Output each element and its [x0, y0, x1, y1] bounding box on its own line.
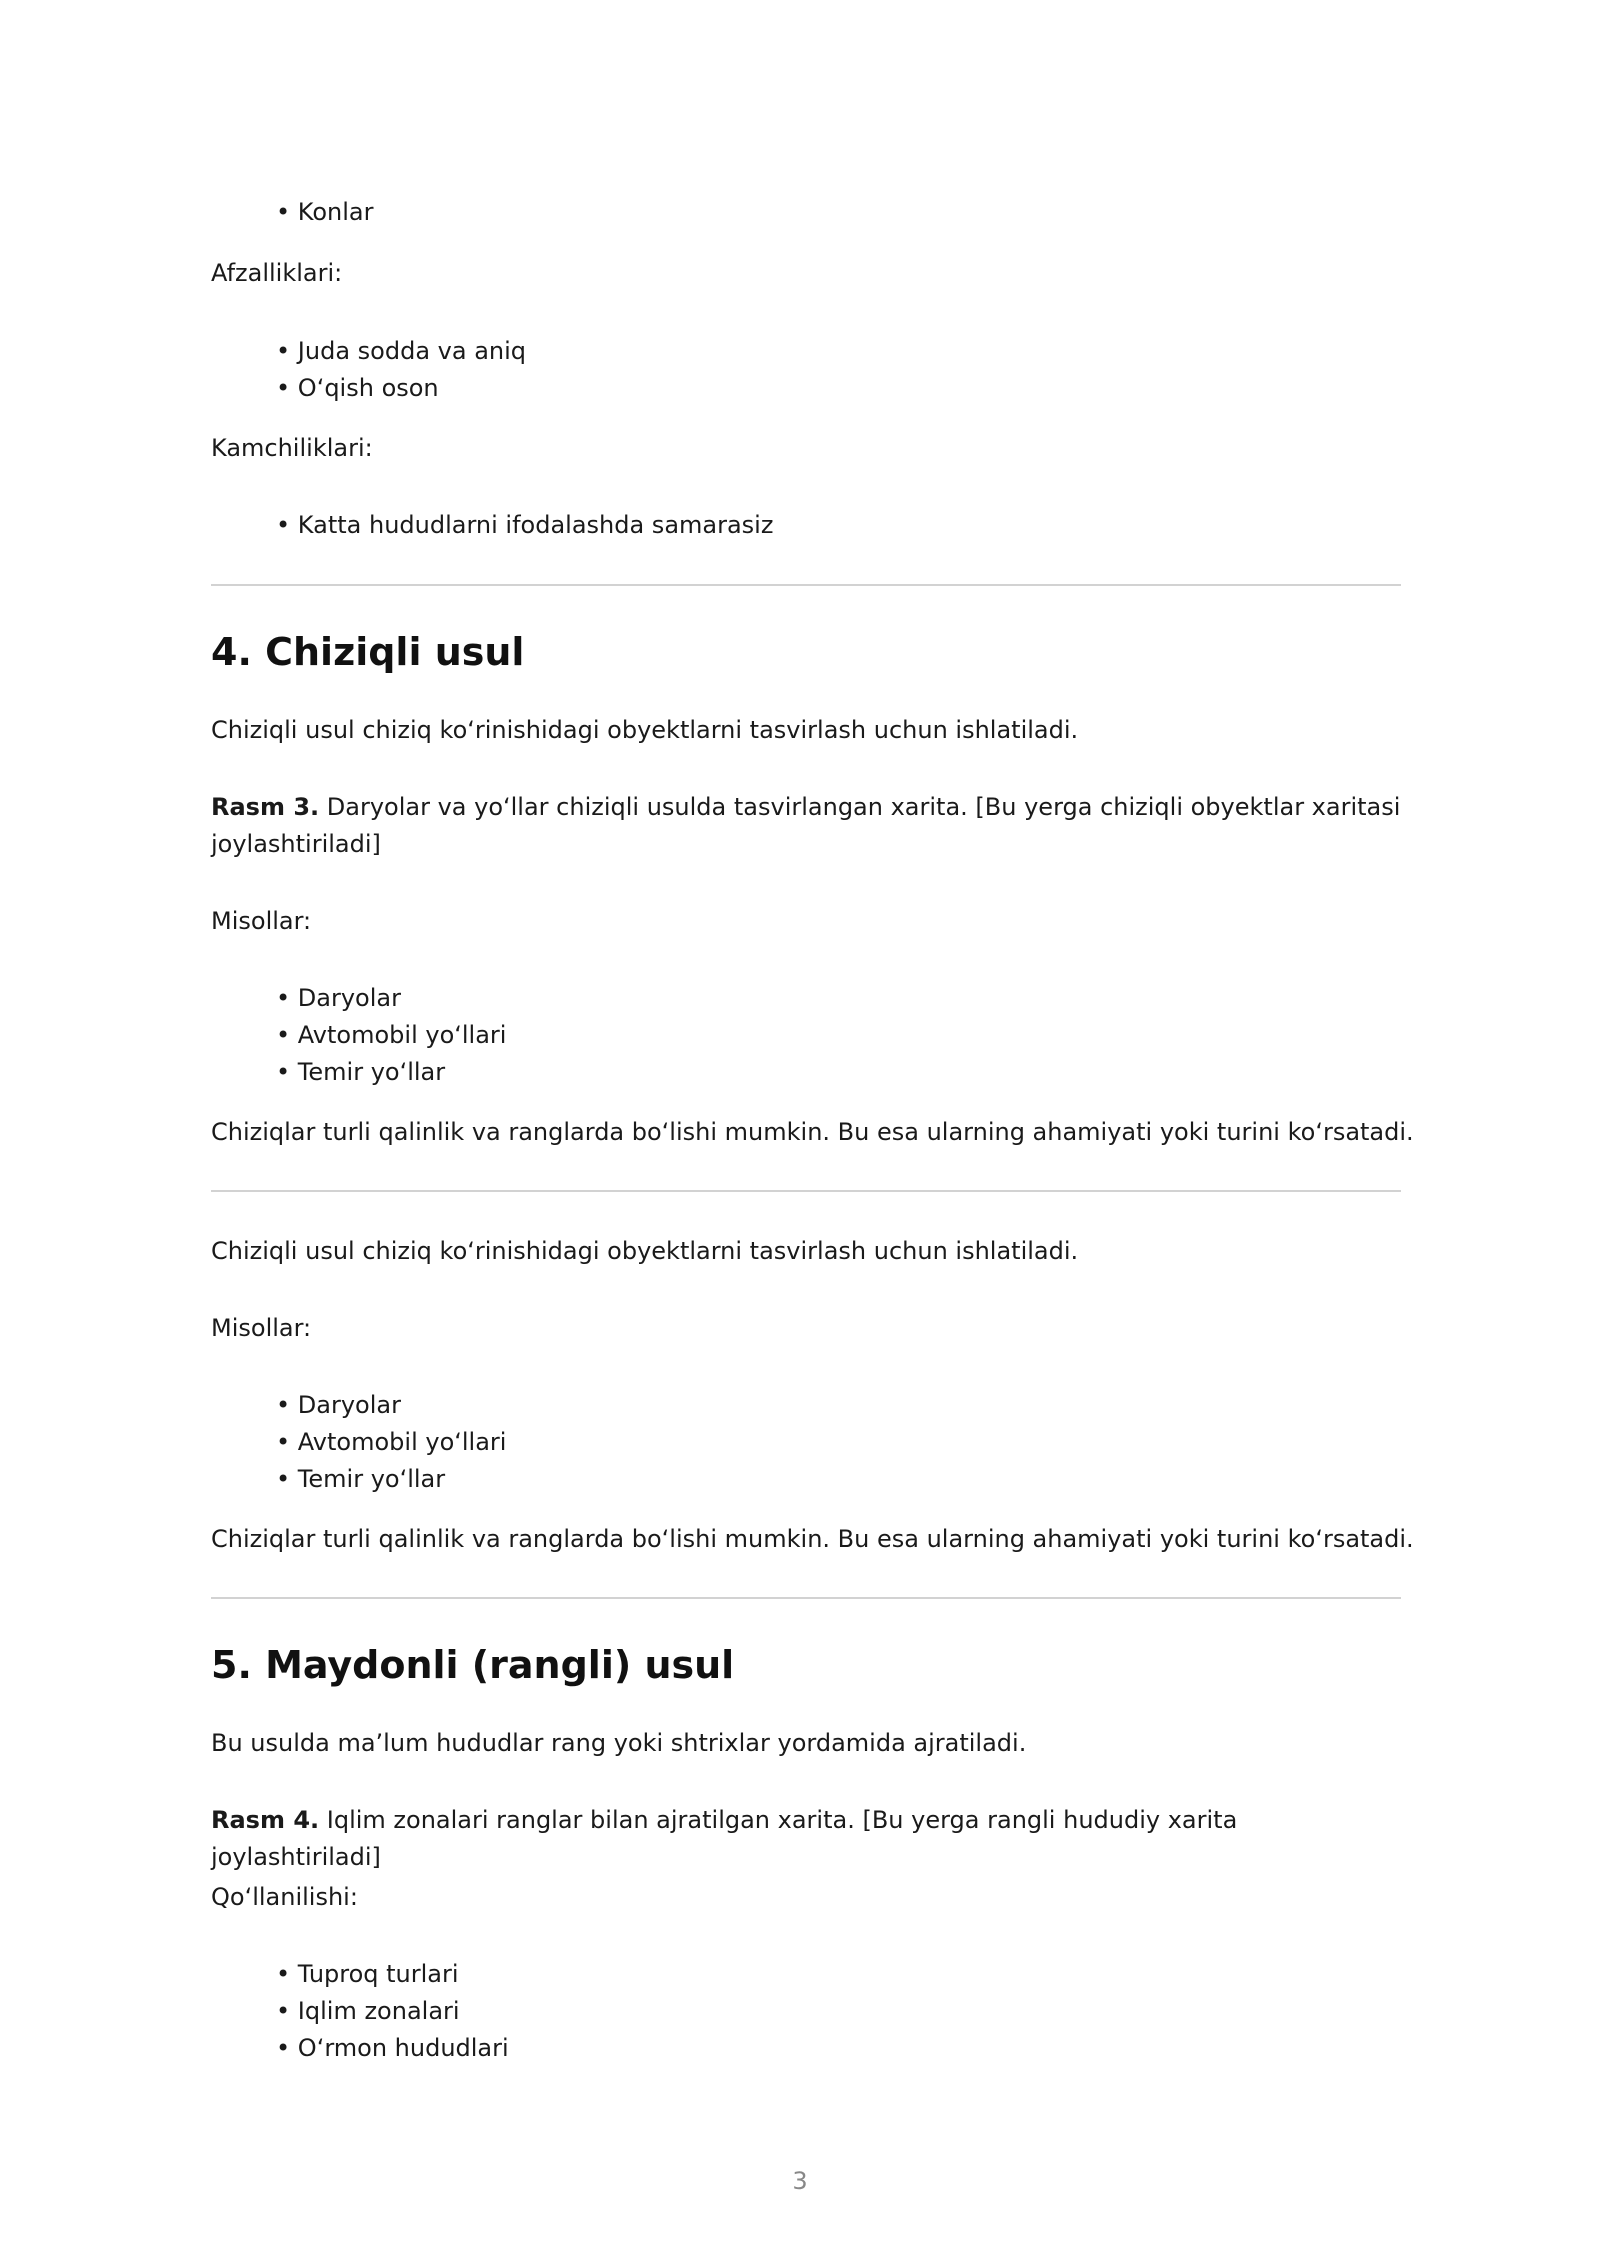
- list-item: • Konlar: [276, 198, 374, 226]
- figure-text: Iqlim zonalari ranglar bilan ajratilgan xarita. [Bu yerga rangli hududiy xarita joylashtiriladi]: [211, 1806, 1238, 1871]
- repeat-note: Chiziqlar turli qalinlik va ranglarda bo‘lishi mumkin. Bu esa ularning ahamiyati yoki turini ko‘rsatadi.: [211, 1525, 1414, 1553]
- repeat-intro: Chiziqli usul chiziq ko‘rinishidagi obyektlarni tasvirlash uchun ishlatiladi.: [211, 1237, 1079, 1265]
- divider: [211, 1597, 1401, 1599]
- section-heading-5: 5. Maydonli (rangli) usul: [211, 1643, 735, 1687]
- list-item: • Avtomobil yo‘llari: [276, 1428, 507, 1456]
- figure-text: Daryolar va yo‘llar chiziqli usulda tasvirlangan xarita. [Bu yerga chiziqli obyektlar xaritasi joylashtiriladi]: [211, 793, 1401, 858]
- section-heading-4: 4. Chiziqli usul: [211, 630, 525, 674]
- page-number: 3: [792, 2167, 808, 2195]
- divider: [211, 1190, 1401, 1192]
- misollar-label: Misollar:: [211, 907, 312, 935]
- afzalliklari-label: Afzalliklari:: [211, 259, 343, 287]
- divider: [211, 584, 1401, 586]
- figure-label: Rasm 3.: [211, 793, 320, 821]
- figure-label: Rasm 4.: [211, 1806, 320, 1834]
- list-item: • O‘qish oson: [276, 374, 439, 402]
- list-item: • Katta hududlarni ifodalashda samarasiz: [276, 511, 774, 539]
- kamchiliklari-label: Kamchiliklari:: [211, 434, 373, 462]
- list-item: • Avtomobil yo‘llari: [276, 1021, 507, 1049]
- list-item: • Temir yo‘llar: [276, 1465, 446, 1493]
- qollanilishi-label: Qo‘llanilishi:: [211, 1883, 358, 1911]
- list-item: • Daryolar: [276, 1391, 401, 1419]
- section4-note: Chiziqlar turli qalinlik va ranglarda bo‘lishi mumkin. Bu esa ularning ahamiyati yoki turini ko‘rsatadi.: [211, 1118, 1414, 1146]
- list-item: • Daryolar: [276, 984, 401, 1012]
- misollar-label: Misollar:: [211, 1314, 312, 1342]
- figure-caption-3: [211, 789, 1401, 863]
- section4-intro: Chiziqli usul chiziq ko‘rinishidagi obyektlarni tasvirlash uchun ishlatiladi.: [211, 716, 1079, 744]
- list-item: • Juda sodda va aniq: [276, 337, 527, 365]
- list-item: • O‘rmon hududlari: [276, 2034, 509, 2062]
- list-item: • Temir yo‘llar: [276, 1058, 446, 1086]
- list-item: • Tuproq turlari: [276, 1960, 459, 1988]
- section5-intro: Bu usulda ma’lum hududlar rang yoki shtrixlar yordamida ajratiladi.: [211, 1729, 1027, 1757]
- figure-caption-4: [211, 1802, 1401, 1876]
- list-item: • Iqlim zonalari: [276, 1997, 460, 2025]
